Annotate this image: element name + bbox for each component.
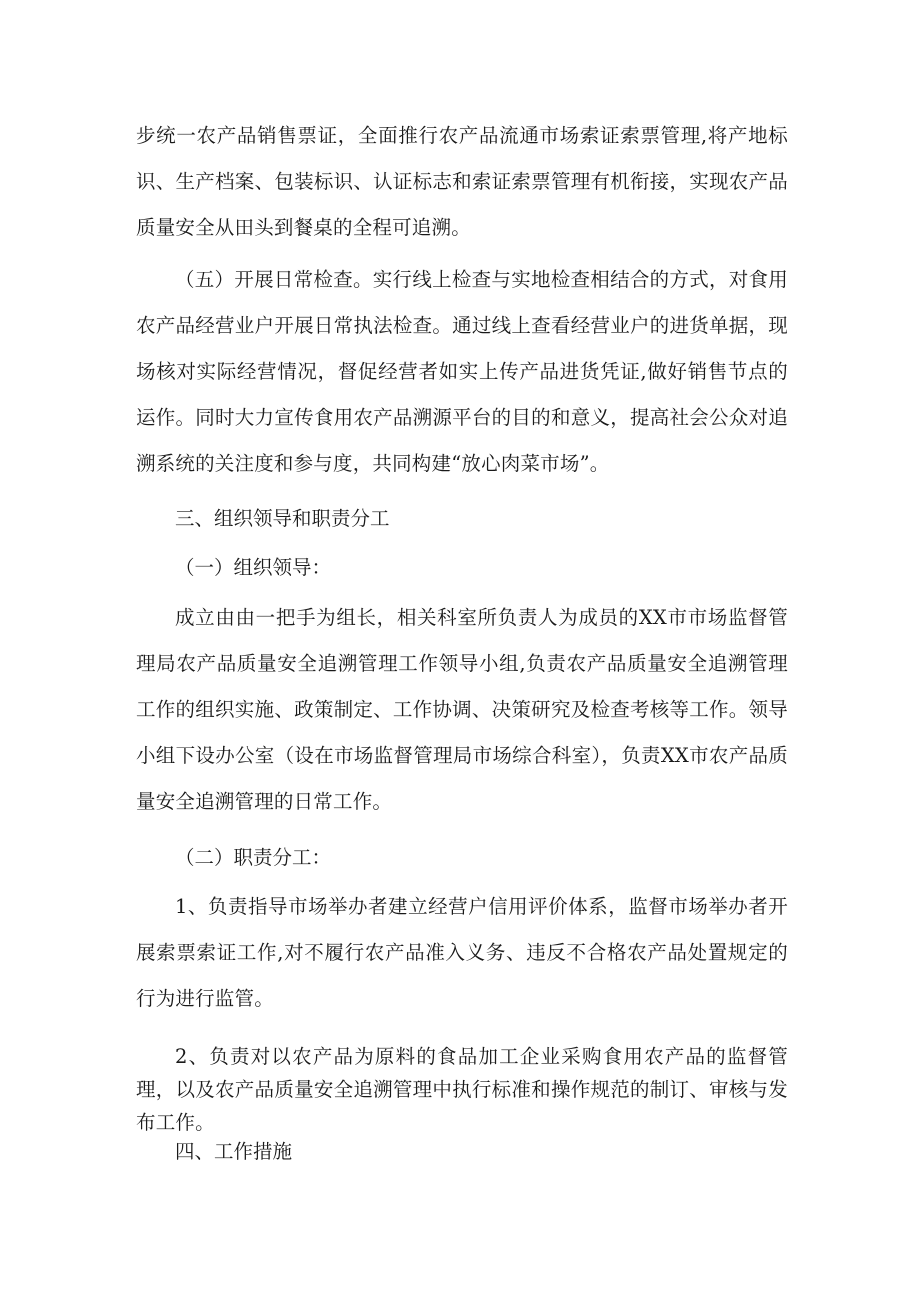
section-heading-measures: 四、工作措施 (175, 1140, 293, 1163)
paragraph-traceability: 步统一农产品销售票证，全面推行农产品流通市场索证索票管理,将产地标识、生产档案、包装标识、认证标志和索证索票管理有机衔接，实现农产品质量安全从田头到餐桌的全程可追溯。 (136, 124, 788, 239)
subsection-heading-responsibilities: （二）职责分工： (175, 846, 332, 869)
subsection-heading-leadership: （一）组织领导： (175, 556, 332, 579)
paragraph-leadership-group: 成立由由一把手为组长，相关科室所负责人为成员的XX市市场监督管理局农产品质量安全追溯管理工作领导小组,负责农产品质量安全追溯管理工作的组织实施、政策制定、工作协调、决策研究及检查考核等工作。领导小组下设办公室（设在市场监督管理局市场综合科室），负责XX市农产品质量安全追溯管理的日常工作。 (136, 606, 788, 813)
section-heading-organization: 三、组织领导和职责分工 (175, 507, 390, 530)
paragraph-responsibility-1: 1、负责指导市场举办者建立经营户信用评价体系，监督市场举办者开展索票索证工作,对不履行农产品准入义务、违反不合格农产品处置规定的行为进行监管。 (136, 895, 788, 1010)
paragraph-responsibility-2: 2、负责对以农产品为原料的食品加工企业采购食用农产品的监督管理，以及农产品质量安全追溯管理中执行标准和操作规范的制订、审核与发布工作。 (136, 1045, 788, 1134)
paragraph-daily-inspection: （五）开展日常检查。实行线上检查与实地检查相结合的方式，对食用农产品经营业户开展日常执法检查。通过线上查看经营业户的进货单据，现场核对实际经营情况，督促经营者如实上传产品进货凭证,做好销售节点的运作。同时大力宣传食用农产品溯源平台的目的和意义，提高社会公众对追溯系统的关注度和参与度，共同构建“放心肉菜市场”。 (136, 268, 788, 475)
